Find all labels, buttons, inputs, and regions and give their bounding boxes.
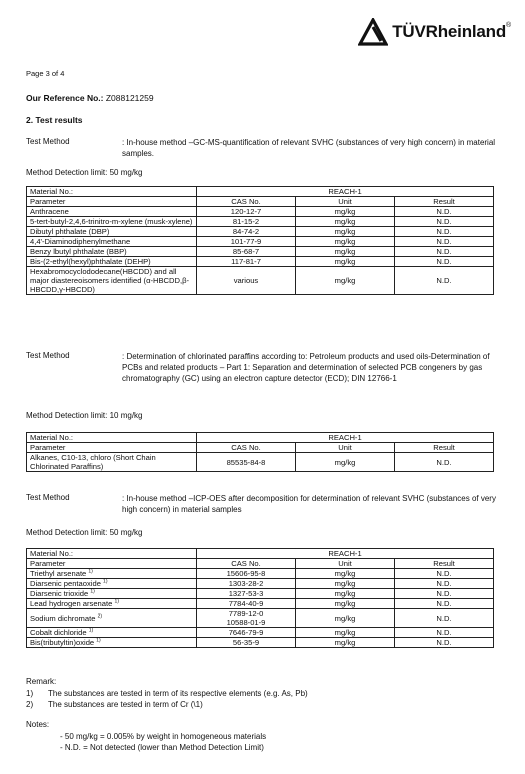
material-label: Material No.: (27, 433, 197, 443)
col-parameter: Parameter (27, 443, 197, 453)
cell-parameter: Anthracene (27, 207, 197, 217)
test-method-label: Test Method (26, 137, 70, 146)
cell-unit: mg/kg (296, 569, 395, 579)
remark-section (26, 676, 308, 711)
table-row (27, 217, 494, 227)
cell-unit: mg/kg (296, 217, 395, 227)
cell-parameter: Triethyl arsenate $^{1)}$ (27, 569, 197, 579)
cell-cas: 120-12-7 (197, 207, 296, 217)
cell-cas: various (197, 267, 296, 295)
cell-unit: mg/kg (296, 453, 395, 472)
cell-cas: 15606-95-8 (197, 569, 296, 579)
cell-cas: 7789-12-0 10588-01-9 (197, 609, 296, 628)
cell-parameter: Diarsenic trioxide $^{1)}$ (27, 589, 197, 599)
cell-result: N.D. (395, 237, 494, 247)
group-label: REACH-1 (197, 433, 494, 443)
cell-unit: mg/kg (296, 207, 395, 217)
col-unit: Unit (296, 197, 395, 207)
cell-unit: mg/kg (296, 227, 395, 237)
cell-result: N.D. (395, 609, 494, 628)
cell-unit: mg/kg (296, 599, 395, 609)
group-label: REACH-1 (197, 187, 494, 197)
cell-unit: mg/kg (296, 257, 395, 267)
reference-value: Z088121259 (105, 93, 154, 103)
group-label: REACH-1 (197, 549, 494, 559)
cell-parameter: 5-tert-butyl-2,4,6-trinitro-m-xylene (musk-xylene) (27, 217, 197, 227)
cell-parameter: Lead hydrogen arsenate $^{1)}$ (27, 599, 197, 609)
cell-parameter: Cobalt dichloride $^{1)}$ (27, 628, 197, 638)
col-parameter: Parameter (27, 197, 197, 207)
table-row (27, 569, 494, 579)
table-row (27, 453, 494, 472)
tuv-triangle-icon (358, 18, 388, 46)
detection-limit-2: Method Detection limit: 10 mg/kg (26, 411, 143, 420)
col-result: Result (395, 559, 494, 569)
test-method-label: Test Method (26, 493, 70, 502)
table-row (27, 609, 494, 628)
col-parameter: Parameter (27, 559, 197, 569)
cell-result: N.D. (395, 638, 494, 648)
cell-cas: 85-68-7 (197, 247, 296, 257)
page-number: Page 3 of 4 (26, 69, 65, 78)
col-result: Result (395, 197, 494, 207)
test-method-2 (26, 351, 498, 384)
table-header-row (27, 433, 494, 443)
results-table-2 (26, 432, 494, 472)
cell-cas: 1327-53-3 (197, 589, 296, 599)
section-heading: 2. Test results (26, 115, 83, 125)
cell-unit: mg/kg (296, 247, 395, 257)
cell-parameter: Bis(tributyltin)oxide $^{1)}$ (27, 638, 197, 648)
table-row (27, 628, 494, 638)
col-unit: Unit (296, 443, 395, 453)
cell-result: N.D. (395, 599, 494, 609)
detection-limit-3: Method Detection limit: 50 mg/kg (26, 528, 143, 537)
remark-item: 2) The substances are tested in term of Cr (\1) (26, 700, 203, 709)
test-method-text: : In-house method –GC-MS-quantification of relevant SVHC (substances of very high concern) in material samples. (122, 138, 496, 158)
notes-section (26, 719, 266, 754)
cell-parameter: Alkanes, C10-13, chloro (Short Chain Chlorinated Paraffins) (27, 453, 197, 472)
cell-result: N.D. (395, 227, 494, 237)
cell-parameter: Benzy lbutyl phthalate (BBP) (27, 247, 197, 257)
col-cas: CAS No. (197, 443, 296, 453)
table-row (27, 247, 494, 257)
table-row (27, 267, 494, 295)
note-item: - 50 mg/kg = 0.005% by weight in homogeneous materials (60, 731, 267, 741)
material-label: Material No.: (27, 187, 197, 197)
cell-cas: 7646-79-9 (197, 628, 296, 638)
table-column-row (27, 559, 494, 569)
table-row (27, 599, 494, 609)
test-method-text: : Determination of chlorinated paraffins according to: Petroleum products and used oils-Determination of PCBs and related products – Part 1: Separation and determination of selected PCB congeners by gas chromatography (GC) using an electron capture detector (ECD); DIN 12766-1 (122, 352, 490, 383)
remark-title: Remark: (26, 677, 57, 686)
test-method-label: Test Method (26, 351, 70, 360)
cell-unit: mg/kg (296, 589, 395, 599)
cell-result: N.D. (395, 453, 494, 472)
cell-result: N.D. (395, 257, 494, 267)
cell-result: N.D. (395, 589, 494, 599)
cell-unit: mg/kg (296, 609, 395, 628)
table-header-row (27, 187, 494, 197)
cell-result: N.D. (395, 207, 494, 217)
table-row (27, 257, 494, 267)
table-column-row (27, 197, 494, 207)
test-method-3 (26, 493, 498, 515)
cell-cas: 84-74-2 (197, 227, 296, 237)
reference-number (26, 93, 154, 103)
cell-result: N.D. (395, 247, 494, 257)
col-result: Result (395, 443, 494, 453)
cell-result: N.D. (395, 628, 494, 638)
cell-result: N.D. (395, 579, 494, 589)
remark-item: 1) The substances are tested in term of its respective elements (e.g. As, Pb) (26, 688, 308, 698)
results-table-3 (26, 548, 494, 648)
cell-unit: mg/kg (296, 237, 395, 247)
results-table-1 (26, 186, 494, 295)
cell-parameter: Bis-(2-ethyl(hexyl)phthalate (DEHP) (27, 257, 197, 267)
brand-name: TÜVRheinland® (392, 22, 511, 41)
detection-limit-1: Method Detection limit: 50 mg/kg (26, 168, 143, 177)
cell-parameter: Sodium dichromate $^{2)}$ (27, 609, 197, 628)
table-row (27, 638, 494, 648)
test-method-1 (26, 137, 498, 159)
cell-result: N.D. (395, 217, 494, 227)
cell-unit: mg/kg (296, 267, 395, 295)
cell-cas: 56-35-9 (197, 638, 296, 648)
cell-cas: 117-81-7 (197, 257, 296, 267)
table-row (27, 227, 494, 237)
cell-parameter: 4,4'-Diaminodiphenylmethane (27, 237, 197, 247)
cell-result: N.D. (395, 569, 494, 579)
cell-parameter: Dibutyl phthalate (DBP) (27, 227, 197, 237)
notes-title: Notes: (26, 720, 50, 729)
tuv-logo (358, 18, 511, 46)
cell-cas: 101-77-9 (197, 237, 296, 247)
table-column-row (27, 443, 494, 453)
col-cas: CAS No. (197, 559, 296, 569)
cell-result: N.D. (395, 267, 494, 295)
cell-cas: 7784-40-9 (197, 599, 296, 609)
cell-parameter: Diarsenic pentaoxide $^{1)}$ (27, 579, 197, 589)
reference-label: Our Reference No.: (26, 93, 104, 103)
cell-unit: mg/kg (296, 628, 395, 638)
cell-unit: mg/kg (296, 638, 395, 648)
cell-cas: 85535-84-8 (197, 453, 296, 472)
cell-parameter: Hexabromocyclododecane(HBCDD) and all major diastereoisomers identified (α-HBCDD,β-HBCDD,γ-HBCDD) (27, 267, 197, 295)
table-row (27, 579, 494, 589)
col-cas: CAS No. (197, 197, 296, 207)
note-item: - N.D. = Not detected (lower than Method Detection Limit) (60, 743, 264, 752)
cell-cas: 81-15-2 (197, 217, 296, 227)
cell-unit: mg/kg (296, 579, 395, 589)
table-row (27, 207, 494, 217)
col-unit: Unit (296, 559, 395, 569)
table-row (27, 237, 494, 247)
cell-cas: 1303-28-2 (197, 579, 296, 589)
test-method-text: : In-house method –ICP-OES after decomposition for determination of relevant SVHC (substances of very high concern) in material samples (122, 494, 496, 514)
table-header-row (27, 549, 494, 559)
material-label: Material No.: (27, 549, 197, 559)
table-row (27, 589, 494, 599)
